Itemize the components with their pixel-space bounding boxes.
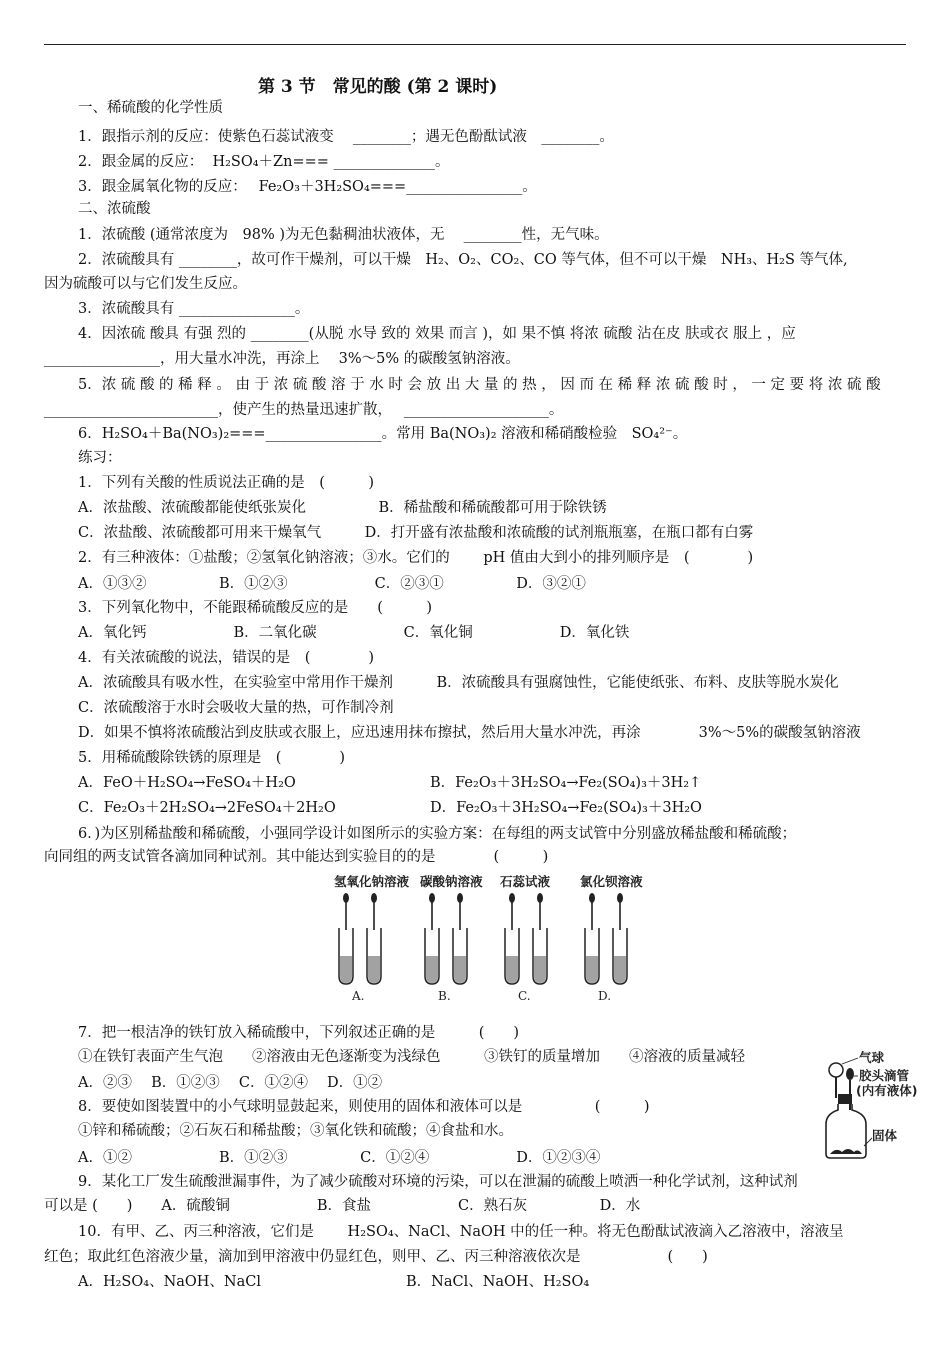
text-line: 4．有关浓硫酸的说法，错误的是 ( ) [78,650,375,666]
dropper-bulb-icon [429,893,435,903]
dropper-bulb-icon [846,1068,854,1080]
liquid-icon [506,956,518,983]
solid-icon [830,1149,862,1154]
option-letter: C. [518,989,531,1003]
dropper-bulb-icon [617,893,623,903]
reagent-label: 石蕊试液 [500,874,551,889]
text-line: ①锌和稀硫酸；②石灰石和稀盐酸；③氧化铁和硫酸；④食盐和水。 [78,1123,513,1139]
text-line: A．②③ B．①②③ C．①②④ D．①② [78,1075,383,1091]
text-line: A．①③② B．①②③ C．②③① D．③②① [78,576,586,592]
text-line: 9．某化工厂发生硫酸泄漏事件，为了减少硫酸对环境的污染，可以在泄漏的硫酸上喷洒一种化学试剂，这种试剂 [78,1174,798,1190]
text-line: 4．因浓硫 酸具 有强 烈的 ________(从脱 水导 致的 效果 而言 )，如 果不慎 将浓 硫酸 沾在皮 肤或衣 服上 ，应 [78,326,796,342]
dropper-bulb-icon [457,893,463,903]
text-line: ________________，用大量水冲洗，再涂上 3%～5% 的碳酸氢钠溶液。 [44,351,520,367]
text-line: 10．有甲、乙、丙三种溶液，它们是 H₂SO₄、NaCl、NaOH 中的任一种。将无色酚酞试液滴入乙溶液中，溶液呈 [78,1224,844,1240]
page-title: 第 3 节 常见的酸 (第 2 课时) [258,77,498,97]
text-line: 6．)为区别稀盐酸和稀硫酸，小强同学设计如图所示的实验方案：在每组的两支试管中分别盛放稀盐酸和稀硫酸； [78,826,797,842]
text-line: D．如果不慎将浓硫酸沾到皮肤或衣服上，应迅速用抹布擦拭，然后用大量水冲洗，再涂 3%～5%的碳酸氢钠溶液 [78,725,861,741]
text-line: 2．跟金属的反应： H₂SO₄＋Zn=== ______________。 [78,154,450,170]
dropper-bulb-icon [371,893,377,903]
text-line: 8．要使如图装置中的小气球明显鼓起来，则使用的固体和液体可以是 ( ) [78,1099,650,1115]
dropper-bulb-icon [537,893,543,903]
liquid-icon [340,956,352,983]
text-line: 2．浓硫酸具有 ________，故可作干燥剂，可以干燥 H₂、O₂、CO₂、CO 等气体，但不可以干燥 NH₃、H₂S 等气体, [78,252,848,268]
dropper-bulb-icon [343,893,349,903]
reagent-label: 氯化钡溶液 [580,874,643,889]
text-line: 1．下列有关酸的性质说法正确的是 ( ) [78,475,375,491]
liquid-icon [426,956,438,983]
text-line: B．Fe₂O₃＋3H₂SO₄→Fe₂(SO₄)₃＋3H₂↑ [430,775,702,791]
text-line: 因为硫酸可以与它们发生反应。 [44,276,247,292]
balloon-icon [829,1063,843,1077]
text-line: D．Fe₂O₃＋3H₂SO₄→Fe₂(SO₄)₃＋3H₂O [430,800,702,816]
text-line: 可以是 ( ) A．硫酸铜 B．食盐 C．熟石灰 D．水 [44,1198,641,1214]
liquid-icon [614,956,626,983]
test-tube-group [580,874,643,1003]
liquid-icon [534,956,546,983]
stopper-icon [838,1094,852,1104]
text-line: ①在铁钉表面产生气泡 ②溶液由无色逐渐变为浅绿色 ③铁钉的质量增加 ④溶液的质量减轻 [78,1049,745,1065]
reagent-label: 碳酸钠溶液 [420,874,483,889]
balloon-label: 气球 [859,1050,885,1065]
reagent-label: 氢氧化钠溶液 [334,874,410,889]
text-line: 1．跟指示剂的反应：使紫色石蕊试液变 ________；遇无色酚酞试液 ________。 [78,129,614,145]
liquid-icon [368,956,380,983]
text-line: C．浓盐酸、浓硫酸都可用来干燥氧气 D．打开盛有浓盐酸和浓硫酸的试剂瓶瓶塞，在瓶口都有白雾 [78,525,754,541]
option-letter: D. [598,989,612,1003]
text-line: 5．浓 硫 酸 的 稀 释 。 由 于 浓 硫 酸 溶 于 水 时 会 放 出 大 量 的 热 ， 因 而 在 稀 释 浓 硫 酸 时 ， 一 定 要 将 浓 硫 酸 [78,377,881,393]
dropper-bulb-icon [509,893,515,903]
solid-label: 固体 [872,1128,898,1143]
text-line: ________________________，使产生的热量迅速扩散， ____________________。 [44,402,564,418]
dropper-label: 胶头滴管 [859,1068,910,1083]
text-line: 红色；取此红色溶液少量，滴加到甲溶液中仍显红色，则甲、乙、丙三种溶液依次是 ( ) [44,1249,708,1265]
text-line: 3．跟金属氧化物的反应： Fe₂O₃＋3H₂SO₄===________________。 [78,179,537,195]
text-line: A．FeO＋H₂SO₄→FeSO₄＋H₂O [78,775,296,791]
test-tube-figure [328,872,658,1004]
test-tube-group [420,874,483,1003]
dropper-note: (内有液体) [856,1083,918,1098]
liquid-icon [454,956,466,983]
option-letter: B. [438,989,451,1003]
text-line: 7．把一根洁净的铁钉放入稀硫酸中，下列叙述正确的是 ( ) [78,1025,520,1041]
text-line: A．浓硫酸具有吸水性，在实验室中常用作干燥剂 B．浓硫酸具有强腐蚀性，它能使纸张、布料、皮肤等脱水炭化 [78,675,839,691]
text-line: 向同组的两支试管各滴加同种试剂。其中能达到实验目的的是 ( ) [44,849,549,865]
text-line: A．浓盐酸、浓硫酸都能使纸张炭化 B．稀盐酸和稀硫酸都可用于除铁锈 [78,500,607,516]
liquid-icon [586,956,598,983]
text-line: 6．H₂SO₄＋Ba(NO₃)₂===________________。常用 Ba(NO₃)₂ 溶液和稀硝酸检验 SO₄²⁻。 [78,426,688,442]
text-line: 练习： [78,450,122,466]
test-tube-group [500,874,551,1003]
text-line: 3．下列氧化物中，不能跟稀硫酸反应的是 ( ) [78,600,433,616]
text-line: 二、浓硫酸 [78,201,151,217]
balloon-apparatus-figure [816,1050,928,1162]
text-line: C．Fe₂O₃＋2H₂SO₄→2FeSO₄＋2H₂O [78,800,336,816]
text-line: 2．有三种液体：①盐酸；②氢氧化钠溶液；③水。它们的 pH 值由大到小的排列顺序是 ( ) [78,550,754,566]
text-line: 5．用稀硫酸除铁锈的原理是 ( ) [78,750,346,766]
text-line: C．浓硫酸溶于水时会吸收大量的热，可作制冷剂 [78,700,394,716]
dropper-bulb-icon [589,893,595,903]
option-letter: A. [352,989,365,1003]
text-line: A．H₂SO₄、NaOH、NaCl B．NaCl、NaOH、H₂SO₄ [78,1274,590,1290]
text-line: A．①② B．①②③ C．①②④ D．①②③④ [78,1150,601,1166]
text-line: A．氧化钙 B．二氧化碳 C．氧化铜 D．氧化铁 [78,625,630,641]
text-line: 3．浓硫酸具有 ________________。 [78,301,310,317]
top-rule [44,44,906,45]
text-line: 1．浓硫酸 (通常浓度为 98% )为无色黏稠油状液体，无 ________性，无气味。 [78,227,609,243]
text-line: 一、稀硫酸的化学性质 [78,100,223,116]
test-tube-group [334,874,410,1003]
